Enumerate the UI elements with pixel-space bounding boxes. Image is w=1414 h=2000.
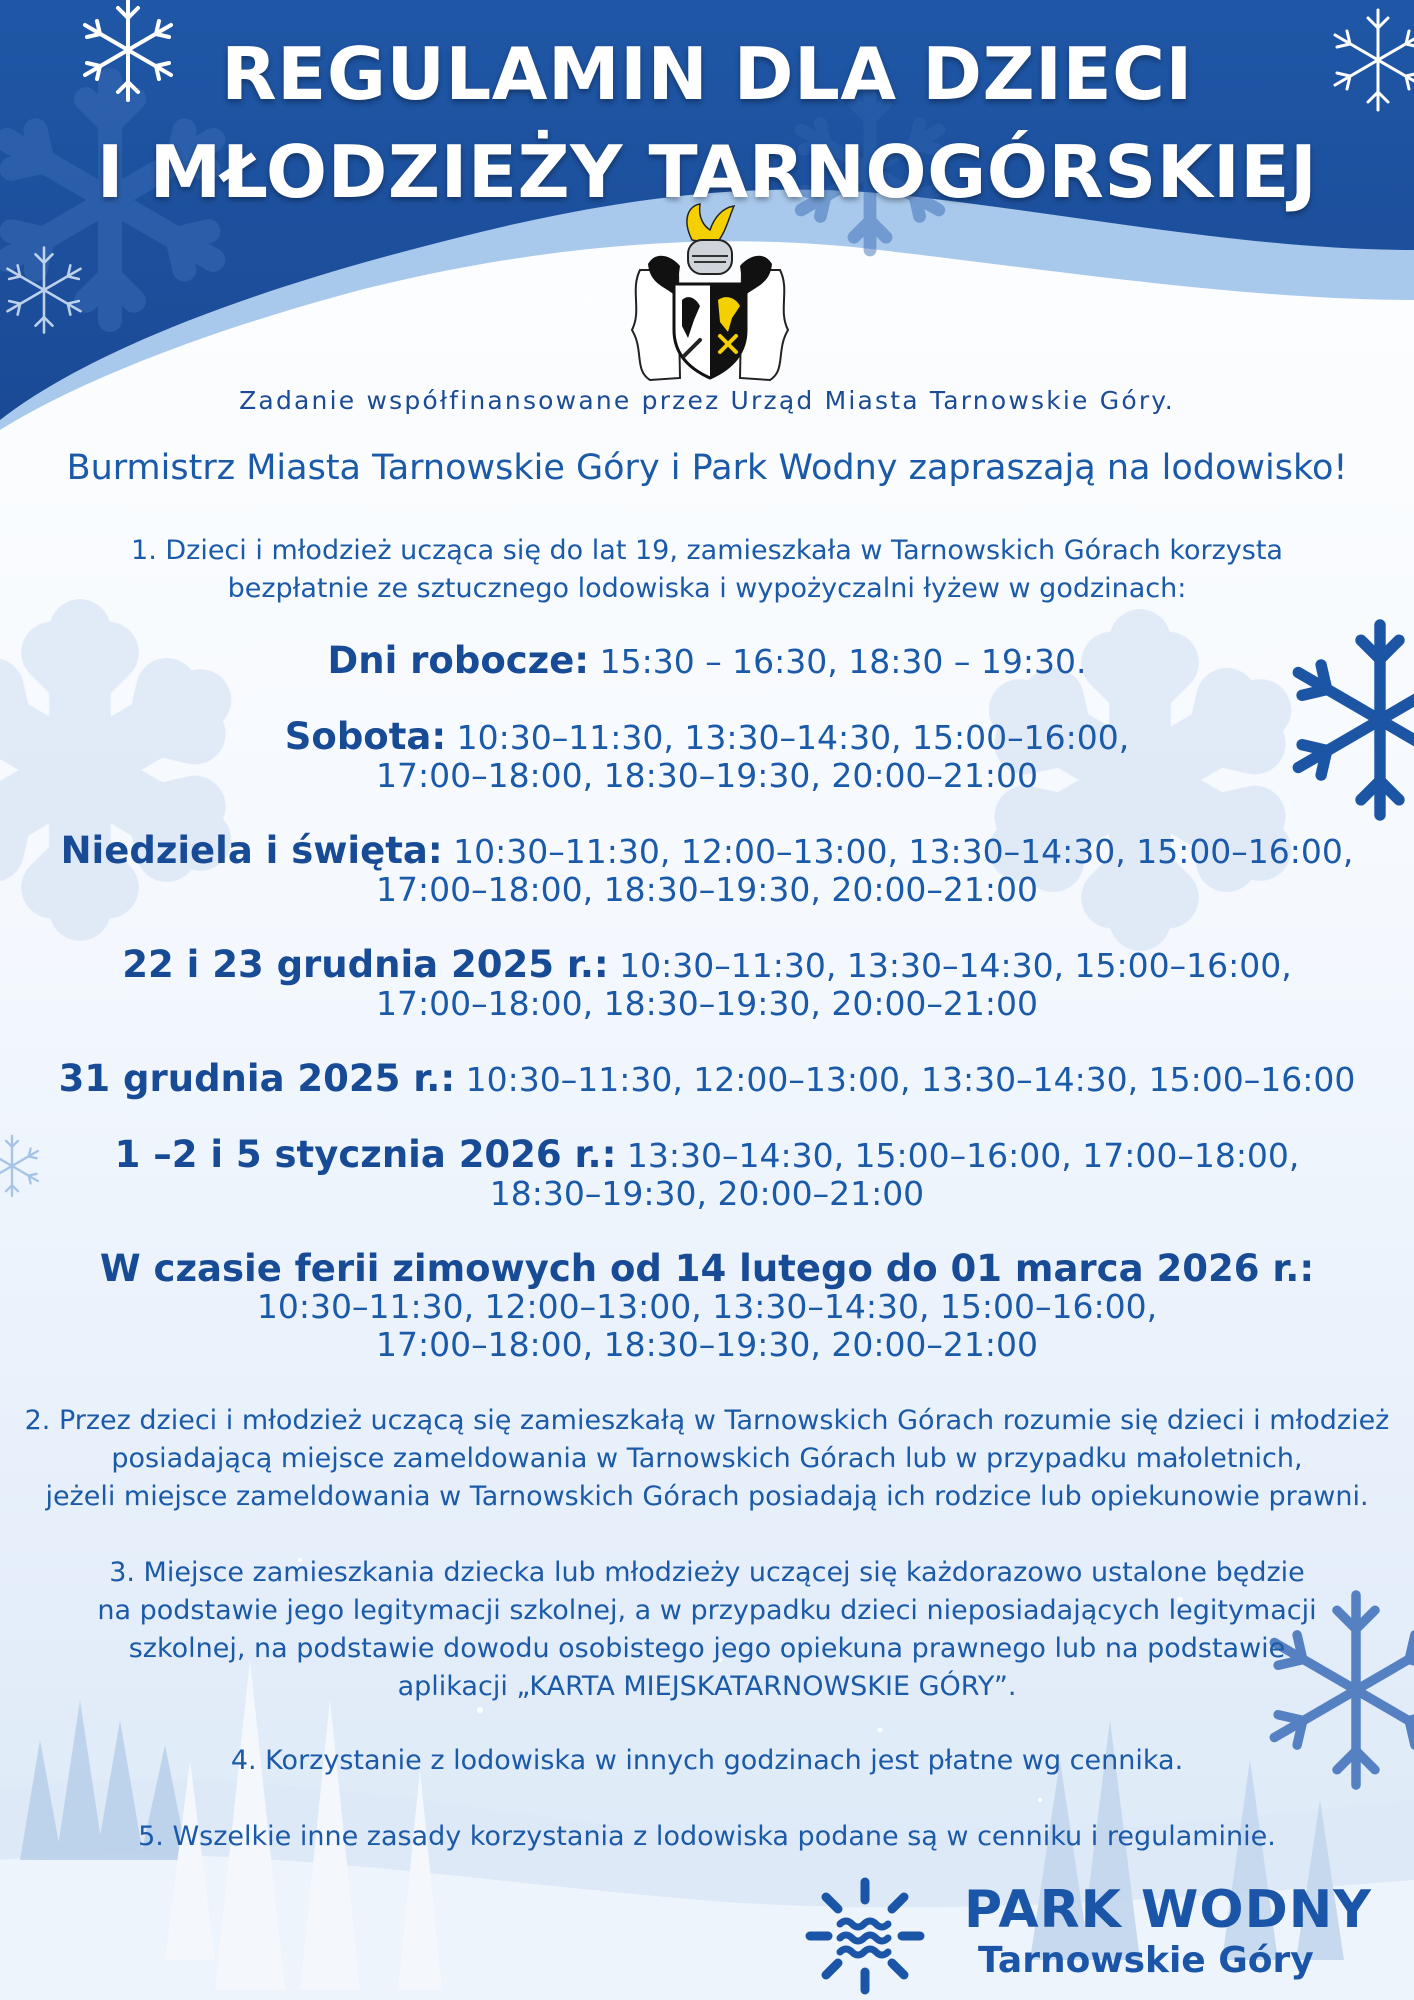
subsidy-note: Zadanie współfinansowane przez Urząd Miasta Tarnowskie Góry. <box>239 386 1175 415</box>
rule-2-line-3: jeżeli miejsce zameldowania w Tarnowskich Górach posiadają ich rodzice lub opiekunowie prawni. <box>45 1481 1369 1512</box>
park-wodny-sun-waves-icon <box>800 1876 930 1996</box>
schedule-hours: 10:30–11:30, 12:00–13:00, 13:30–14:30, 15:00–16:00, <box>256 1287 1158 1326</box>
schedule-label: 22 i 23 grudnia 2025 r.: <box>122 943 609 986</box>
rule-3 <box>20 1554 1394 1706</box>
schedule-hours-cont: 17:00–18:00, 18:30–19:30, 20:00–21:00 <box>375 870 1039 909</box>
invitation-heading: Burmistrz Miasta Tarnowskie Góry i Park Wodny zapraszają na lodowisko! <box>66 448 1348 488</box>
schedule-item-saturday <box>20 715 1394 795</box>
rule-1-line-1: 1. Dzieci i młodzież ucząca się do lat 19, zamieszkała w Tarnowskich Górach korzysta <box>131 535 1283 566</box>
schedule-label: W czasie ferii zimowych od 14 lutego do 01 marca 2026 r.: <box>99 1247 1315 1290</box>
schedule-label: Niedziela i święta: <box>60 829 443 872</box>
schedule-item-weekdays <box>20 639 1394 682</box>
rule-3-line-3: szkolnej, na podstawie dowodu osobistego jego opiekuna prawnego lub na podstawie <box>128 1633 1286 1664</box>
rule-3-line-2: na podstawie jego legitymacji szkolnej, a w przypadku dzieci nieposiadających legitymacji <box>97 1595 1317 1626</box>
schedule-item-jan-1-2-5 <box>20 1133 1394 1213</box>
title-line-2: I MŁODZIEŻY TARNOGÓRSKIEJ <box>96 130 1318 214</box>
schedule-hours-cont: 17:00–18:00, 18:30–19:30, 20:00–21:00 <box>375 1325 1039 1364</box>
schedule-item-dec-22-23 <box>20 943 1394 1023</box>
schedule-hours-cont: 18:30–19:30, 20:00–21:00 <box>489 1174 925 1213</box>
coat-of-arms-icon <box>630 200 790 390</box>
schedule-item-winter-break <box>20 1247 1394 1364</box>
rule-3-line-1: 3. Miejsce zamieszkania dziecka lub młodzieży uczącej się każdorazowo ustalone będzie <box>109 1557 1305 1588</box>
rule-5-text: 5. Wszelkie inne zasady korzystania z lodowiska podane są w cenniku i regulaminie. <box>138 1821 1276 1852</box>
logo-name: PARK WODNY <box>964 1880 1372 1940</box>
rule-5 <box>20 1818 1394 1856</box>
rule-4-text: 4. Korzystanie z lodowiska w innych godzinach jest płatne wg cennika. <box>230 1745 1184 1776</box>
logo-city: Tarnowskie Góry <box>978 1940 1314 1981</box>
schedule-label: 1 –2 i 5 stycznia 2026 r.: <box>114 1133 617 1176</box>
schedule-hours: 10:30–11:30, 12:00–13:00, 13:30–14:30, 15:00–16:00, <box>442 832 1354 871</box>
schedule-item-sunday-holidays <box>20 829 1394 909</box>
schedule-hours: 15:30 – 16:30, 18:30 – 19:30. <box>589 642 1087 681</box>
title-line-1: REGULAMIN DLA DZIECI <box>221 32 1193 116</box>
rule-1 <box>20 532 1394 608</box>
schedule-hours: 10:30–11:30, 13:30–14:30, 15:00–16:00, <box>608 946 1292 985</box>
schedule-hours-cont: 17:00–18:00, 18:30–19:30, 20:00–21:00 <box>375 984 1039 1023</box>
rule-3-line-4: aplikacji „KARTA MIEJSKATARNOWSKIE GÓRY”. <box>397 1671 1017 1702</box>
schedule-hours-cont: 17:00–18:00, 18:30–19:30, 20:00–21:00 <box>375 756 1039 795</box>
rule-4 <box>20 1742 1394 1780</box>
rule-2 <box>20 1402 1394 1516</box>
schedule-label: Dni robocze: <box>327 639 590 682</box>
rule-2-line-2: posiadającą miejsce zameldowania w Tarnowskich Górach lub w przypadku małoletnich, <box>111 1443 1303 1474</box>
park-wodny-logo <box>800 1876 1372 1996</box>
schedule-hours: 13:30–14:30, 15:00–16:00, 17:00–18:00, <box>616 1136 1300 1175</box>
schedule-hours: 10:30–11:30, 12:00–13:00, 13:30–14:30, 15:00–16:00 <box>455 1060 1356 1099</box>
rule-2-line-1: 2. Przez dzieci i młodzież uczącą się zamieszkałą w Tarnowskich Górach rozumie się dzieci i młodzież <box>24 1405 1390 1436</box>
schedule-label: 31 grudnia 2025 r.: <box>58 1057 456 1100</box>
rule-1-line-2: bezpłatnie ze sztucznego lodowiska i wypożyczalni łyżew w godzinach: <box>227 573 1187 604</box>
schedule-item-dec-31 <box>20 1057 1394 1100</box>
schedule-label: Sobota: <box>284 715 447 758</box>
schedule-hours: 10:30–11:30, 13:30–14:30, 15:00–16:00, <box>446 718 1130 757</box>
